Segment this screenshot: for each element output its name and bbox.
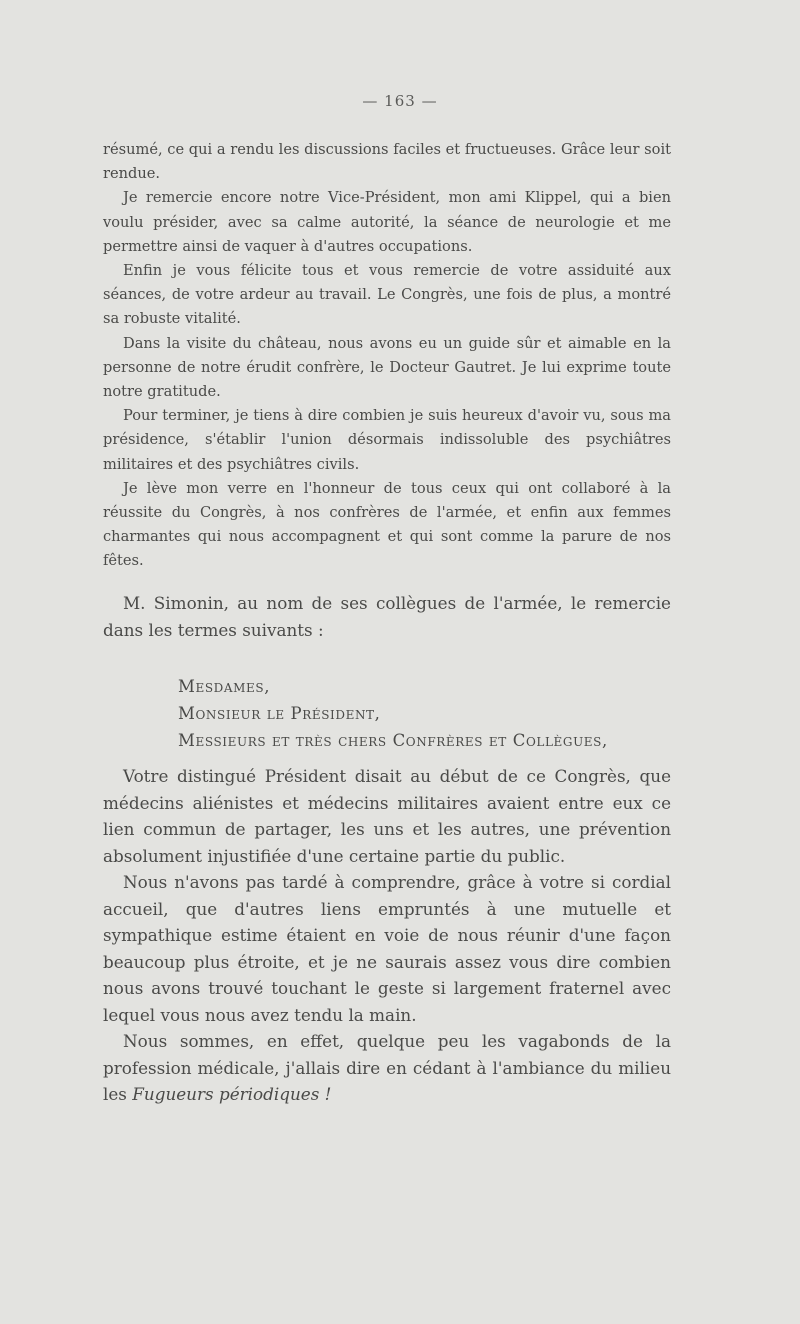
paragraph: résumé, ce qui a rendu les discussions faciles et fructueuses. Grâce leur soit rendue. — [103, 141, 671, 183]
intro-paragraph: M. Simonin, au nom de ses collègues de l'armée, le remercie dans les termes suivants : — [103, 593, 671, 640]
salutation — [178, 673, 608, 754]
italic-phrase: Fugueurs périodiques ! — [132, 1084, 332, 1104]
salutation-line: Monsieur le Président, — [178, 704, 381, 723]
paragraph: Je remercie encore notre Vice-Président, mon ami Klippel, qui a bien voulu présider, avec sa calme autorité, la séance de neurologie et me permettre ainsi de vaquer à d'autres occupations. — [103, 189, 671, 255]
salutation-line: Mesdames, — [178, 677, 271, 696]
intro-section — [103, 590, 671, 643]
speech-ending-section — [103, 138, 671, 574]
paragraph: Enfin je vous félicite tous et vous remercie de votre assiduité aux séances, de votre ardeur au travail. Le Congrès, une fois de plus, a montré sa robuste vitalité. — [103, 262, 671, 328]
response-speech-section — [103, 763, 671, 1108]
paragraph: Votre distingué Président disait au début de ce Congrès, que médecins aliénistes et médecins militaires avaient entre eux ce lien commun de partager, les uns et les autres, une prévention absolument injustifiée d'une certaine partie du public. — [103, 766, 671, 866]
paragraph: Nous n'avons pas tardé à comprendre, grâce à votre si cordial accueil, que d'autres liens empruntés à une mutuelle et sympathique estime étaient en voie de nous réunir d'une façon beaucoup plus étroite, et je ne saurais assez vous dire combien nous avons trouvé touchant le geste si largement fraternel avec lequel vous nous avez tendu la main. — [103, 872, 671, 1025]
paragraph-last — [103, 1028, 671, 1108]
paragraph-text: Nous sommes, en effet, quelque peu les vagabonds de la profession médicale, j'allais dire en cédant à l'ambiance du milieu les — [103, 1031, 671, 1104]
paragraph: Pour terminer, je tiens à dire combien je suis heureux d'avoir vu, sous ma présidence, s'établir l'union désormais indissoluble des psychiâtres militaires et des psychiâtres civils. — [103, 407, 671, 473]
paragraph: Je lève mon verre en l'honneur de tous ceux qui ont collaboré à la réussite du Congrès, à nos confrères de l'armée, et enfin aux femmes charmantes qui nous accompagnent et qui sont comme la parure de nos fêtes. — [103, 479, 671, 570]
salutation-line: Messieurs et très chers Confrères et Collègues, — [178, 731, 608, 750]
paragraph: Dans la visite du château, nous avons eu un guide sûr et aimable en la personne de notre érudit confrère, le Docteur Gautret. Je lui exprime toute notre gratitude. — [103, 334, 671, 401]
page-number: — 163 — — [362, 92, 438, 110]
